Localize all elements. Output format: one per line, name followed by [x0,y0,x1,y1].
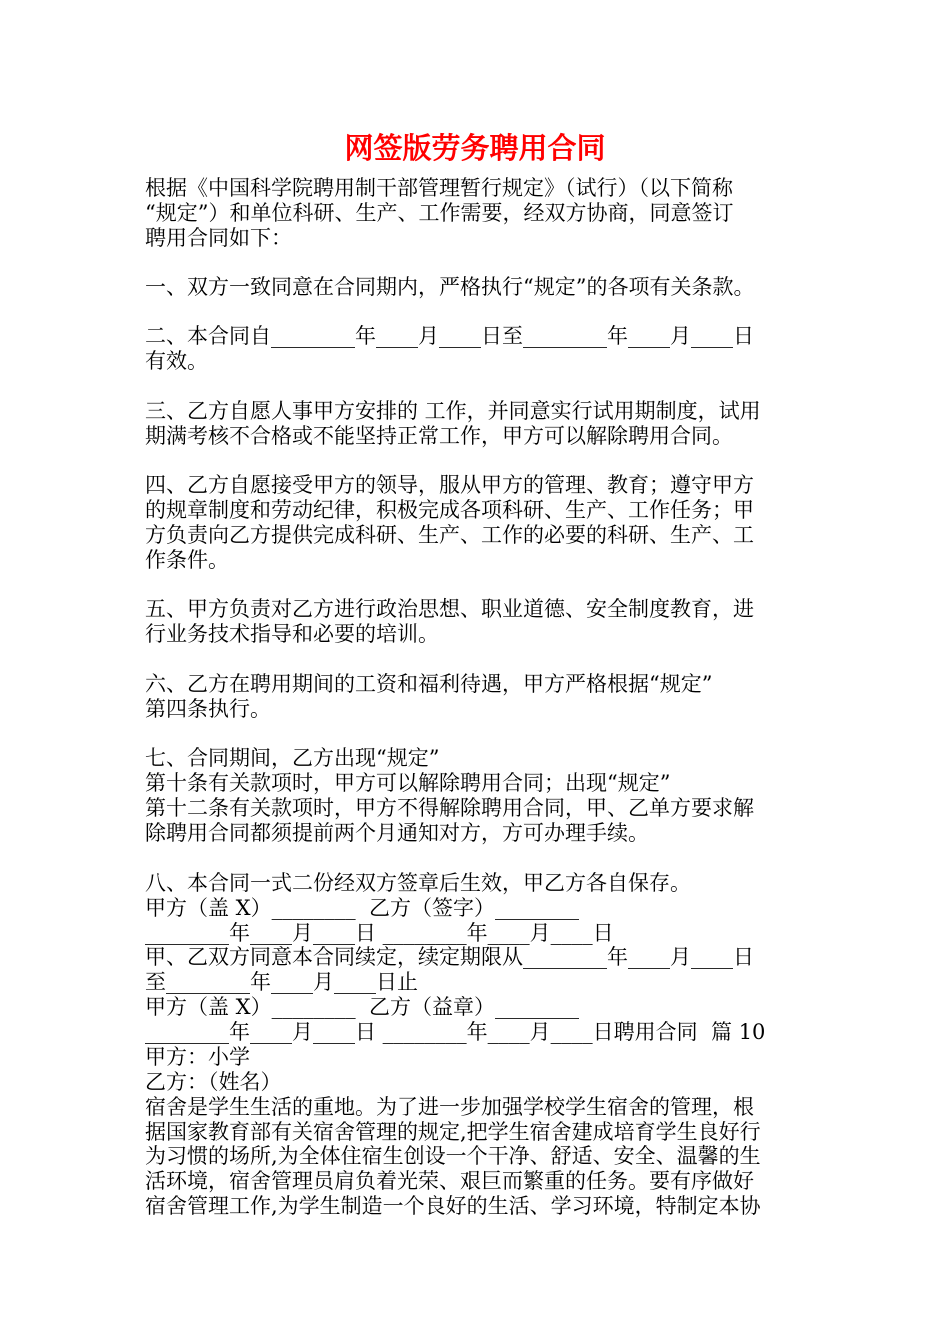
paragraph-line: 的规章制度和劳动纪律，积极完成各项科研、生产、工作任务；甲 [145,498,754,522]
paragraph-line: 活环境，宿舍管理员肩负着光荣、艰巨而繁重的任务。要有序做好 [145,1169,754,1193]
paragraph-line: 有效。 [145,349,208,373]
paragraph-line: 据国家教育部有关宿舍管理的规定,把学生宿舍建成培育学生良好行 [145,1120,761,1144]
paragraph-line: 宿舍是学生生活的重地。为了进一步加强学校学生宿舍的管理，根 [145,1095,754,1119]
paragraph-line: 二、本合同自________年____月____日至________年____月____日 [145,324,754,348]
party-line: 甲方：小学 [145,1045,250,1069]
signature-line: 甲方（盖 X）________ 乙方（签字）________ [145,896,579,920]
signature-line: 甲方（盖 X）________ 乙方（益章）________ [145,995,579,1019]
paragraph-line: 六、乙方在聘用期间的工资和福利待遇，甲方严格根据“规定” [145,672,713,696]
paragraph-line: 宿舍管理工作,为学生制造一个良好的生活、学习环境，特制定本协 [145,1194,761,1218]
paragraph-line: 为习惯的场所,为全体住宿生创设一个干净、舒适、安全、温馨的生 [145,1144,761,1168]
paragraph-line: 期满考核不合格或不能坚持正常工作，甲方可以解除聘用合同。 [145,424,733,448]
party-line: 乙方：（姓名） [145,1070,282,1094]
paragraph-line: “规定”）和单位科研、生产、工作需要，经双方协商，同意签订 [145,201,734,225]
paragraph-line: 方负责向乙方提供完成科研、生产、工作的必要的科研、生产、工 [145,523,754,547]
paragraph-line: 作条件。 [145,548,229,572]
paragraph-line: 除聘用合同都须提前两个月通知对方，方可办理手续。 [145,821,649,845]
paragraph-line: 四、乙方自愿接受甲方的领导，服从甲方的管理、教育；遵守甲方 [145,473,754,497]
paragraph-line: 第十二条有关款项时，甲方不得解除聘用合同，甲、乙单方要求解 [145,796,754,820]
paragraph-line: 第十条有关款项时，甲方可以解除聘用合同；出现“规定” [145,771,671,795]
document-title: 网签版劳务聘用合同 [344,131,606,165]
paragraph-line: 一、双方一致同意在合同期内，严格执行“规定”的各项有关条款。 [145,275,755,299]
paragraph-line: 至________年____月____日止 [145,970,418,994]
paragraph-line: 第四条执行。 [145,697,271,721]
paragraph-line: 聘用合同如下： [145,226,292,250]
paragraph-line: 五、甲方负责对乙方进行政治思想、职业道德、安全制度教育，进 [145,597,754,621]
paragraph-line: 八、本合同一式二份经双方签章后生效，甲乙方各自保存。 [145,871,691,895]
paragraph-line: 七、合同期间，乙方出现“规定” [145,746,440,770]
paragraph-line: 三、乙方自愿人事甲方安排的 工作，并同意实行试用期制度，试用 [145,399,761,423]
date-line: ________年____月____日 ________年____月____日聘用合同 篇 10 [145,1020,766,1044]
paragraph-line: 行业务技术指导和必要的培训。 [145,622,439,646]
paragraph-line: 甲、乙双方同意本合同续定，续定期限从________年____月____日 [145,945,754,969]
date-line: ________年____月____日 ________年____月____日 [145,921,614,945]
paragraph-line: 根据《中国科学院聘用制干部管理暂行规定》（试行）（以下简称 [145,176,733,200]
